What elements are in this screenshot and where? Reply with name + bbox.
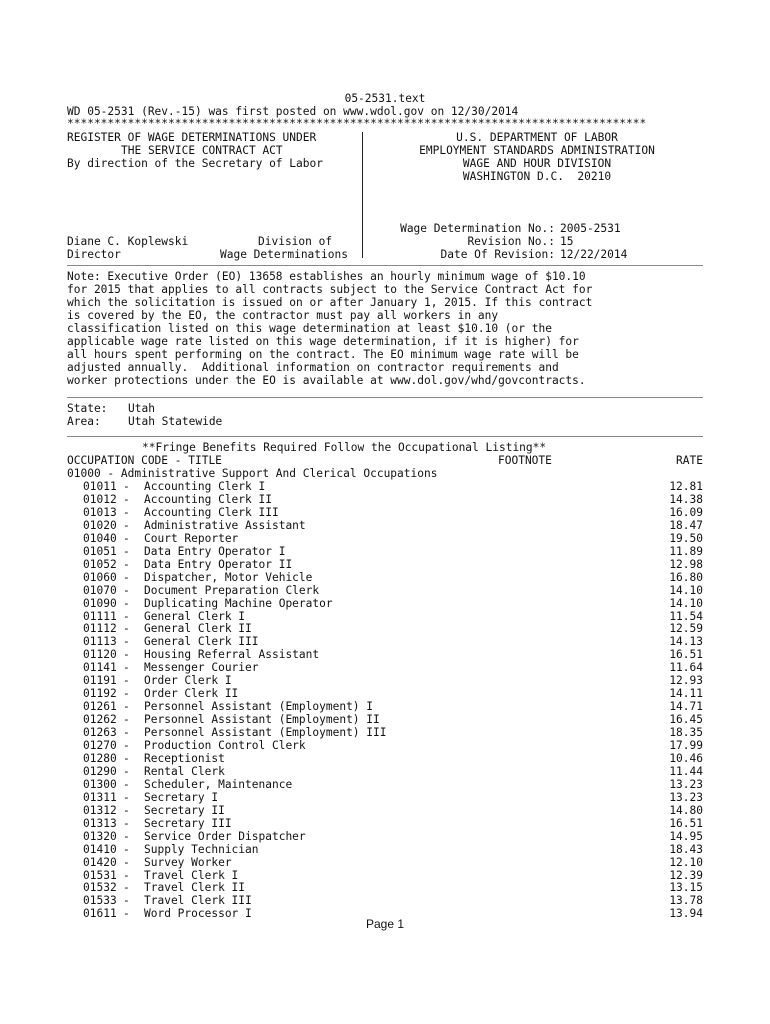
- dept-line-1: U.S. DEPARTMENT OF LABOR: [456, 131, 618, 144]
- occupation-rate: 16.51: [669, 648, 703, 662]
- occupation-rate: 12.10: [669, 855, 703, 869]
- separator-dash: -: [123, 790, 130, 804]
- occupation-code: 01120: [83, 648, 117, 662]
- register-line-3: By direction of the Secretary of Labor: [67, 157, 323, 170]
- occupation-rate: 10.46: [669, 751, 703, 765]
- occupation-code: 01312: [83, 803, 117, 817]
- occupation-title: Document Preparation Clerk: [144, 583, 320, 597]
- occupation-code: 01262: [83, 713, 117, 727]
- note-line: worker protections under the EO is available at www.dol.gov/whd/govcontracts.: [67, 374, 586, 387]
- dept-line-2: EMPLOYMENT STANDARDS ADMINISTRATION: [419, 144, 655, 157]
- table-row: [67, 545, 703, 558]
- table-row: [67, 532, 703, 545]
- revision-value: 15: [560, 235, 574, 248]
- register-line-2: THE SERVICE CONTRACT ACT: [121, 144, 283, 157]
- occupation-title: Secretary III: [144, 816, 232, 830]
- occupation-title: Accounting Clerk III: [144, 505, 279, 519]
- wd-number-label: Wage Determination No.:: [400, 222, 555, 235]
- occupation-rate: 13.15: [669, 881, 703, 895]
- occupation-rate: 14.38: [669, 492, 703, 506]
- occupation-rate: 13.23: [669, 777, 703, 791]
- separator-dash: -: [123, 544, 130, 558]
- occupation-rate: 12.81: [669, 480, 703, 493]
- wd-number-value: 2005-2531: [560, 222, 621, 235]
- table-row: [67, 894, 703, 907]
- separator-dash: -: [123, 492, 130, 506]
- occupation-title: Duplicating Machine Operator: [144, 596, 333, 610]
- occupation-title: Administrative Assistant: [144, 518, 306, 532]
- occupation-code: 01311: [83, 790, 117, 804]
- note-line: is covered by the EO, the contractor must pay all workers in any: [67, 309, 499, 322]
- occupation-title: Accounting Clerk I: [144, 480, 266, 493]
- occupation-rate: 13.94: [669, 907, 703, 921]
- page-number: Page 1: [365, 917, 405, 931]
- separator-dash: -: [123, 596, 130, 610]
- note-line: all hours spent performing on the contract. The EO minimum wage rate will be: [67, 348, 579, 361]
- table-row: [67, 791, 703, 804]
- occupation-title: Travel Clerk III: [144, 894, 252, 908]
- note-line: for 2015 that applies to all contracts subject to the Service Contract Act for: [67, 283, 593, 296]
- note-line: applicable wage rate listed on this wage determination, if it is higher) for: [67, 335, 579, 348]
- occupation-code: 01533: [83, 894, 117, 908]
- occupation-code: 01611: [83, 907, 117, 921]
- separator-dash: -: [123, 570, 130, 584]
- occupation-code: 01011: [83, 480, 117, 493]
- separator-dash: -: [123, 648, 130, 662]
- table-row: [67, 778, 703, 791]
- occupation-code: 01040: [83, 531, 117, 545]
- table-row: [67, 856, 703, 869]
- occupation-rate: 14.95: [669, 829, 703, 843]
- table-row: [67, 506, 703, 519]
- separator-dash: -: [123, 661, 130, 675]
- occupation-group-heading: 01000 - Administrative Support And Clerical Occupations: [67, 467, 438, 480]
- table-row: [67, 817, 703, 830]
- occupation-title: Secretary II: [144, 803, 225, 817]
- occupation-rate: 18.35: [669, 726, 703, 740]
- divider-rule: [67, 436, 703, 437]
- separator-dash: -: [123, 700, 130, 714]
- occupation-code: 01111: [83, 609, 117, 623]
- occupation-code: 01012: [83, 492, 117, 506]
- table-row: [67, 869, 703, 882]
- state-label: State:: [67, 402, 108, 415]
- separator-dash: -: [123, 635, 130, 649]
- column-separator: [362, 132, 363, 258]
- dept-line-4: WASHINGTON D.C. 20210: [462, 170, 612, 183]
- occupation-rate: 16.09: [669, 505, 703, 519]
- separator-dash: -: [123, 687, 130, 701]
- separator-dash: -: [123, 881, 130, 895]
- fringe-benefits-note: **Fringe Benefits Required Follow the Occupational Listing**: [142, 441, 547, 454]
- occupation-code: 01263: [83, 726, 117, 740]
- occupation-rate: 16.45: [669, 713, 703, 727]
- occupation-rate: 14.10: [669, 596, 703, 610]
- separator-dash: -: [123, 777, 130, 791]
- table-row: [67, 558, 703, 571]
- occupation-rate: 14.80: [669, 803, 703, 817]
- posted-line: WD 05-2531 (Rev.-15) was first posted on www.wdol.gov on 12/30/2014: [67, 105, 519, 118]
- occupation-rate: 14.13: [669, 635, 703, 649]
- separator-dash: -: [123, 764, 130, 778]
- occupation-code: 01261: [83, 700, 117, 714]
- occupation-title: Accounting Clerk II: [144, 492, 272, 506]
- occupation-code: 01410: [83, 842, 117, 856]
- separator-dash: -: [123, 609, 130, 623]
- occupation-title: General Clerk II: [144, 622, 252, 636]
- occupation-code: 01192: [83, 687, 117, 701]
- occupation-code: 01270: [83, 739, 117, 752]
- separator-dash: -: [123, 505, 130, 519]
- occupation-title: Order Clerk I: [144, 674, 232, 688]
- occupation-title: Order Clerk II: [144, 687, 239, 701]
- separator-dash: -: [123, 751, 130, 765]
- occupation-title: Receptionist: [144, 751, 225, 765]
- occupation-rate: 13.78: [669, 894, 703, 908]
- file-title: 05-2531.text: [344, 92, 426, 105]
- table-row: [67, 804, 703, 817]
- occupation-rate: 12.93: [669, 674, 703, 688]
- occupation-title: Supply Technician: [144, 842, 259, 856]
- area-label: Area:: [67, 415, 101, 428]
- occupation-code: 01051: [83, 544, 117, 558]
- occupation-code: 01052: [83, 557, 117, 571]
- occupation-code: 01420: [83, 855, 117, 869]
- revision-date-value: 12/22/2014: [560, 248, 628, 261]
- occupation-rate: 14.71: [669, 700, 703, 714]
- separator-dash: -: [123, 816, 130, 830]
- occupation-rate: 16.51: [669, 816, 703, 830]
- occupation-code: 01290: [83, 764, 117, 778]
- separator-dash: -: [123, 674, 130, 688]
- occupation-title: Rental Clerk: [144, 764, 225, 778]
- table-row: [67, 519, 703, 532]
- occupation-code: 01112: [83, 622, 117, 636]
- occupation-rate: 18.43: [669, 842, 703, 856]
- occupation-title: Word Processor I: [144, 907, 252, 921]
- revision-date-label: Date Of Revision:: [440, 248, 555, 261]
- separator-dash: -: [123, 480, 130, 493]
- separator-dash: -: [123, 842, 130, 856]
- table-row: [67, 843, 703, 856]
- signatory-title: Director: [67, 248, 121, 261]
- table-row: [67, 726, 703, 739]
- register-line-1: REGISTER OF WAGE DETERMINATIONS UNDER: [67, 131, 317, 144]
- table-row: [67, 480, 703, 493]
- occupation-code: 01320: [83, 829, 117, 843]
- occupation-code: 01141: [83, 661, 117, 675]
- divider-rule: [67, 397, 703, 398]
- occupation-title: General Clerk I: [144, 609, 246, 623]
- table-row: [67, 700, 703, 713]
- note-line: adjusted annually. Additional information on contractor requirements and: [67, 361, 559, 374]
- occupation-title: Housing Referral Assistant: [144, 648, 320, 662]
- table-row: [67, 713, 703, 726]
- occupation-rate: 11.89: [669, 544, 703, 558]
- occupation-code: 01313: [83, 816, 117, 830]
- occupation-rate: 13.23: [669, 790, 703, 804]
- table-row: [67, 571, 703, 584]
- separator-dash: -: [123, 829, 130, 843]
- column-header-rate: RATE: [676, 454, 703, 467]
- occupation-code: 01090: [83, 596, 117, 610]
- occupation-rate: 14.10: [669, 583, 703, 597]
- occupation-code: 01060: [83, 570, 117, 584]
- separator-dash: -: [123, 557, 130, 571]
- occupation-code: 01191: [83, 674, 117, 688]
- occupation-code: 01531: [83, 868, 117, 882]
- table-row: [67, 881, 703, 894]
- table-row: [67, 687, 703, 700]
- occupation-title: General Clerk III: [144, 635, 259, 649]
- division-line-1: Division of: [258, 235, 333, 248]
- occupation-rate: 11.54: [669, 609, 703, 623]
- separator-dash: -: [123, 739, 130, 752]
- occupation-title: Production Control Clerk: [144, 739, 306, 752]
- separator-dash: -: [123, 531, 130, 545]
- column-header-code-title: OCCUPATION CODE - TITLE: [67, 454, 222, 467]
- occupation-title: Service Order Dispatcher: [144, 829, 306, 843]
- revision-label: Revision No.:: [467, 235, 555, 248]
- occupation-code: 01020: [83, 518, 117, 532]
- occupation-code: 01300: [83, 777, 117, 791]
- table-row: [67, 661, 703, 674]
- table-row: [67, 752, 703, 765]
- occupation-code: 01532: [83, 881, 117, 895]
- note-line: Note: Executive Order (EO) 13658 establishes an hourly minimum wage of $10.10: [67, 270, 586, 283]
- division-line-2: Wage Determinations: [220, 248, 348, 261]
- separator-dash: -: [123, 518, 130, 532]
- occupation-title: Data Entry Operator II: [144, 557, 293, 571]
- occupation-rate: 11.44: [669, 764, 703, 778]
- table-row: [67, 648, 703, 661]
- table-row: [67, 830, 703, 843]
- table-row: [67, 584, 703, 597]
- separator-dash: -: [123, 868, 130, 882]
- separator-dash: -: [123, 803, 130, 817]
- star-divider: **************************************************************************************: [67, 117, 647, 130]
- occupation-title: Personnel Assistant (Employment) I: [144, 700, 374, 714]
- occupation-rate: 16.80: [669, 570, 703, 584]
- occupation-title: Court Reporter: [144, 531, 239, 545]
- occupation-title: Personnel Assistant (Employment) III: [144, 726, 387, 740]
- table-row: [67, 765, 703, 778]
- occupation-rate: 11.64: [669, 661, 703, 675]
- occupation-title: Personnel Assistant (Employment) II: [144, 713, 380, 727]
- separator-dash: -: [123, 726, 130, 740]
- occupation-rate: 12.98: [669, 557, 703, 571]
- signatory-name: Diane C. Koplewski: [67, 235, 189, 248]
- state-value: Utah: [128, 402, 155, 415]
- table-row: [67, 739, 703, 752]
- table-row: [67, 493, 703, 506]
- occupation-title: Messenger Courier: [144, 661, 259, 675]
- table-row: [67, 622, 703, 635]
- separator-dash: -: [123, 713, 130, 727]
- note-line: classification listed on this wage determination at least $10.10 (or the: [67, 322, 552, 335]
- occupation-code: 01013: [83, 505, 117, 519]
- occupation-rate: 19.50: [669, 531, 703, 545]
- table-row: [67, 635, 703, 648]
- occupation-rate: 12.39: [669, 868, 703, 882]
- column-header-footnote: FOOTNOTE: [498, 454, 552, 467]
- occupation-rate: 14.11: [669, 687, 703, 701]
- occupation-title: Secretary I: [144, 790, 219, 804]
- separator-dash: -: [123, 894, 130, 908]
- dept-line-3: WAGE AND HOUR DIVISION: [462, 157, 612, 170]
- area-value: Utah Statewide: [128, 415, 223, 428]
- occupation-title: Scheduler, Maintenance: [144, 777, 293, 791]
- divider-rule: [67, 265, 703, 266]
- occupation-title: Data Entry Operator I: [144, 544, 286, 558]
- note-line: which the solicitation is issued on or after January 1, 2015. If this contract: [67, 296, 593, 309]
- table-row: [67, 674, 703, 687]
- occupation-code: 01280: [83, 751, 117, 765]
- occupation-code: 01113: [83, 635, 117, 649]
- table-row: [67, 597, 703, 610]
- occupation-rate: 18.47: [669, 518, 703, 532]
- occupation-code: 01070: [83, 583, 117, 597]
- separator-dash: -: [123, 622, 130, 636]
- separator-dash: -: [123, 907, 130, 921]
- occupation-title: Travel Clerk I: [144, 868, 239, 882]
- separator-dash: -: [123, 855, 130, 869]
- occupation-rate: 12.59: [669, 622, 703, 636]
- occupation-title: Travel Clerk II: [144, 881, 246, 895]
- separator-dash: -: [123, 583, 130, 597]
- table-row: [67, 610, 703, 623]
- occupation-title: Survey Worker: [144, 855, 232, 869]
- occupation-rate: 17.99: [669, 739, 703, 752]
- occupation-title: Dispatcher, Motor Vehicle: [144, 570, 313, 584]
